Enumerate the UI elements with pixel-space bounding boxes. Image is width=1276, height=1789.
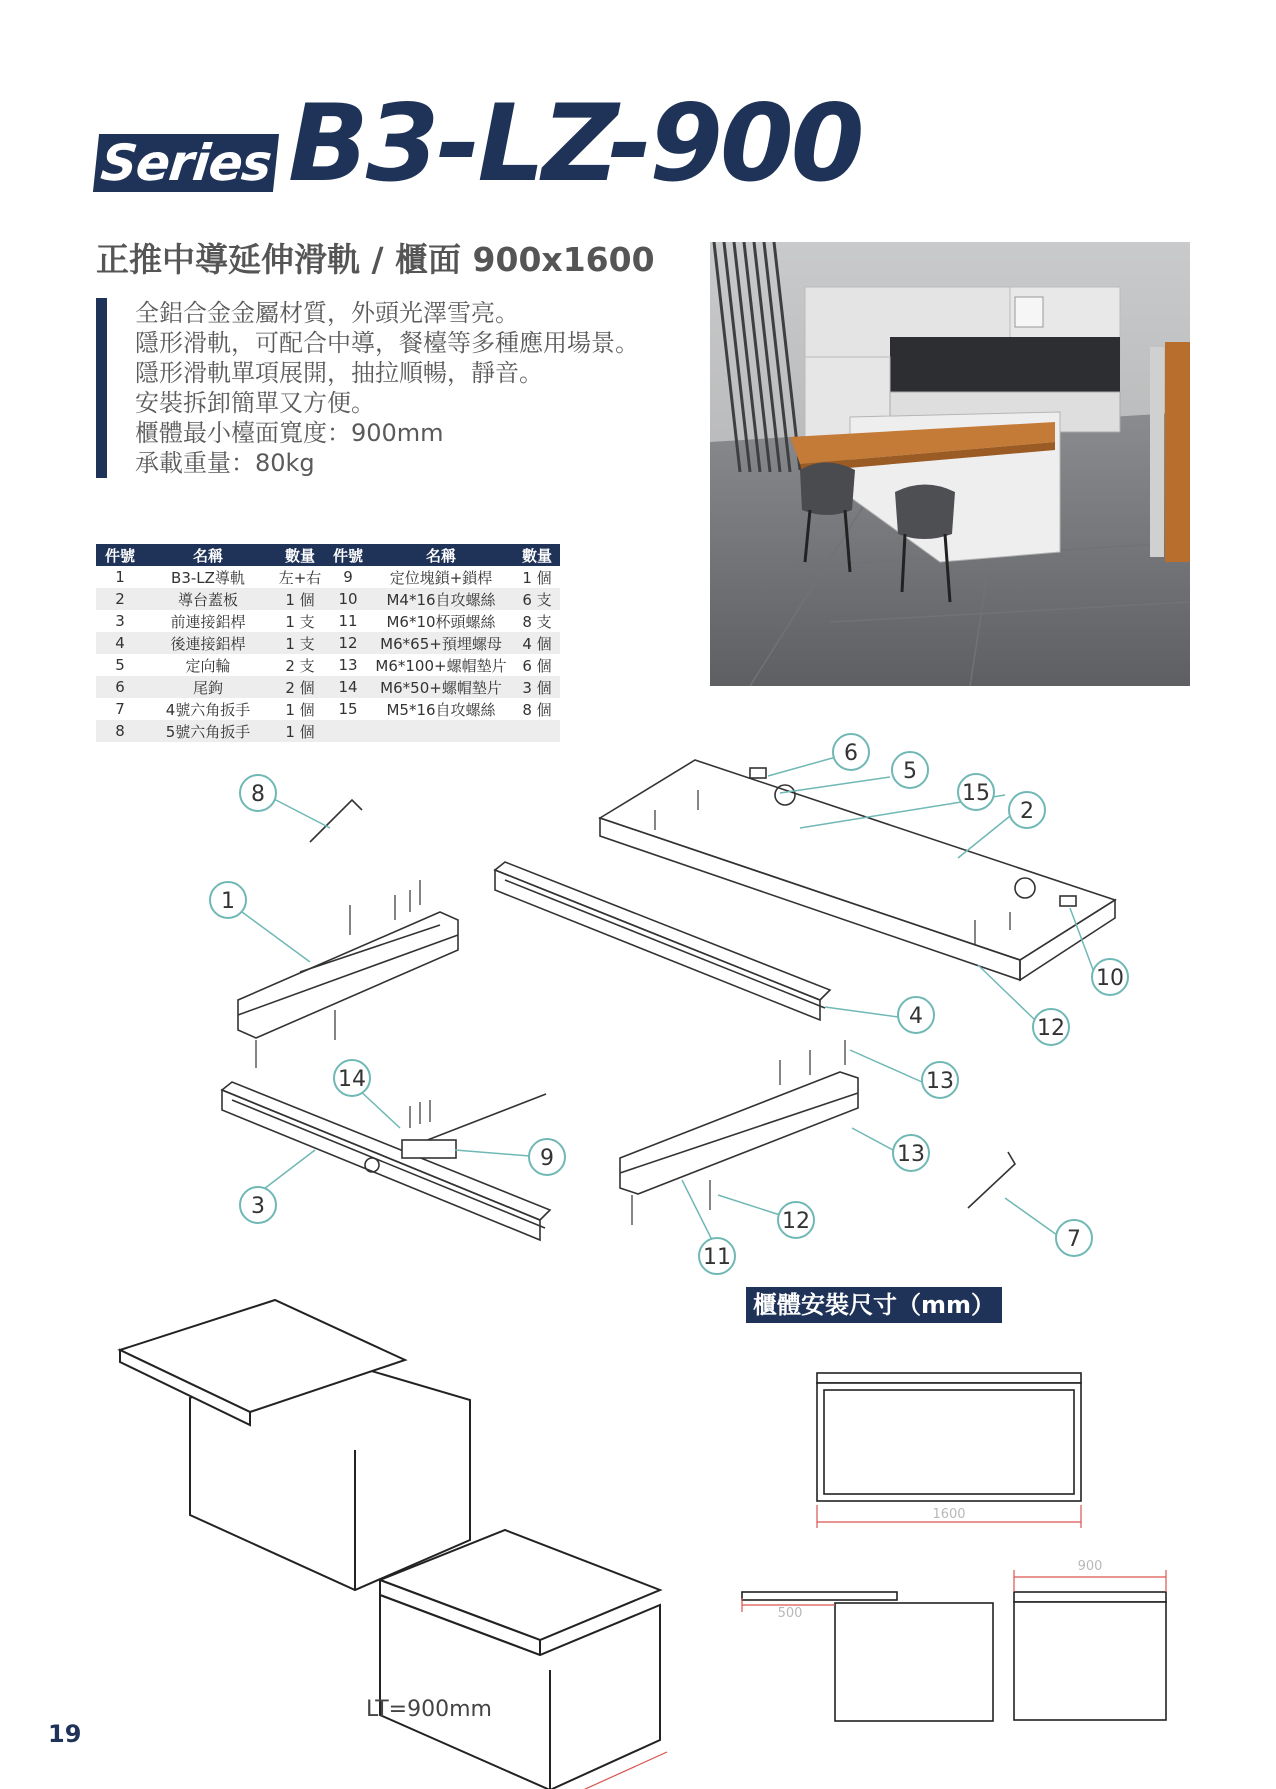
table-cell: 左+右 [278,568,322,587]
table-cell: 12 [328,632,368,654]
assembly-diagram [0,730,1276,1789]
feature-item: 隱形滑軌單項展開，抽拉順暢，靜音。 [135,359,543,387]
series-badge: Series [93,134,279,192]
table-row [96,676,560,698]
product-subtitle: 正推中導延伸滑軌 / 櫃面 900x1600 [96,240,655,279]
table-cell: M6*100+螺帽墊片 [375,656,507,675]
table-cell: 5 [115,656,125,674]
feature-list [96,298,639,478]
feature-item: 隱形滑軌，可配合中導，餐檯等多種應用場景。 [135,329,639,357]
svg-text:1: 1 [221,889,235,914]
table-cell: 後連接鋁桿 [144,632,272,654]
svg-text:12: 12 [1037,1016,1065,1041]
table-cell: 4 個 [514,632,560,654]
svg-text:15: 15 [962,781,990,806]
page-number: 19 [48,1720,82,1748]
lt-width-label: LT=900mm [366,1697,492,1722]
table-header-row [96,544,560,566]
table-cell: 前連接鋁桿 [170,612,246,631]
svg-text:2: 2 [1020,799,1034,824]
feature-item: 櫃體最小檯面寬度：900mm [135,419,444,447]
installation-dimensions-title: 櫃體安裝尺寸（mm） [746,1287,1002,1323]
svg-text:12: 12 [782,1209,810,1234]
callout-10 [1092,959,1128,995]
svg-text:6: 6 [844,741,858,766]
svg-text:14: 14 [338,1067,366,1092]
table-cell: 定位塊鎖+鎖桿 [389,568,493,587]
table-cell: 1 [115,568,125,586]
table-cell: 6 個 [522,656,552,675]
table-cell: 1 個 [272,720,328,742]
table-cell: 11 [338,612,358,630]
table-cell: 2 個 [272,676,328,698]
table-cell: 6 [96,676,144,698]
kitchen-render-image [710,242,1190,686]
column-header: 件號 [328,544,368,566]
table-row [96,654,560,676]
callout-15 [958,774,994,810]
table-cell: B3-LZ導軌 [171,568,245,587]
callout-9 [529,1139,565,1175]
table-row [96,632,560,654]
callout-3 [240,1187,276,1223]
table-row [96,698,560,720]
callout-1 [210,882,246,918]
feature-item: 全鋁合金金屬材質，外頭光澤雪亮。 [135,299,519,327]
front-view-drawings [742,1373,1166,1721]
table-cell: 3 [115,612,125,630]
callout-4 [898,997,934,1033]
table-cell: 2 [96,588,144,610]
table-cell: 8 個 [522,700,552,719]
callout-5 [892,752,928,788]
table-cell: 3 個 [514,676,560,698]
table-cell: 8 [96,720,144,742]
table-cell: 9 [343,568,353,586]
table-cell: 1 支 [272,632,328,654]
table-cell: M6*65+預埋螺母 [368,632,514,654]
table-cell: 定向輪 [185,656,231,675]
table-cell: M4*16自攻螺絲 [368,588,514,610]
table-cell: 尾鉤 [144,676,272,698]
table-cell: 13 [338,656,358,674]
table-row [96,566,560,588]
column-header: 數量 [514,544,560,566]
column-header: 數量 [272,544,328,566]
svg-text:13: 13 [926,1069,954,1094]
svg-text:9: 9 [540,1146,554,1171]
model-title: B3-LZ-900 [288,82,862,205]
table-cell: 1 個 [522,568,552,587]
table-cell: 導台蓋板 [144,588,272,610]
svg-text:5: 5 [903,759,917,784]
column-header: 件號 [96,544,144,566]
svg-text:10: 10 [1096,966,1124,991]
callout-8 [240,775,276,811]
callout-2 [1009,792,1045,828]
svg-text:8: 8 [251,782,265,807]
table-cell: 15 [338,700,358,718]
column-header: 名稱 [144,544,272,566]
table-cell: 4 [96,632,144,654]
table-cell: 2 支 [285,656,315,675]
svg-text:13: 13 [897,1142,925,1167]
table-cell: 6 支 [514,588,560,610]
dimension-1600-label: 1600 [932,1507,966,1522]
callout-14 [334,1060,370,1096]
table-cell: M6*50+螺帽墊片 [368,676,514,698]
callout-12b [778,1202,814,1238]
table-cell: 10 [328,588,368,610]
feature-item: 承載重量：80kg [135,449,315,477]
table-cell: 1 支 [285,612,315,631]
dimension-500-label: 500 [777,1606,803,1621]
callout-13a [922,1062,958,1098]
parts-table [96,544,560,742]
table-cell: 1 個 [285,700,315,719]
svg-text:4: 4 [909,1004,923,1029]
exploded-parts-drawing [222,760,1115,1240]
callout-7 [1056,1220,1092,1256]
table-cell: 7 [115,700,125,718]
table-cell: M6*10杯頭螺絲 [386,612,496,631]
table-cell: M5*16自攻螺絲 [386,700,496,719]
table-cell: 5號六角扳手 [144,720,272,742]
callout-12a [1033,1009,1069,1045]
callout-11 [699,1238,735,1274]
dimension-900-label: 900 [1077,1559,1103,1574]
callout-13b [893,1135,929,1171]
table-cell: 8 支 [522,612,552,631]
column-header: 名稱 [368,544,514,566]
svg-text:11: 11 [703,1245,731,1270]
svg-text:7: 7 [1067,1227,1081,1252]
table-cell: 1 個 [272,588,328,610]
table-row [96,610,560,632]
table-cell: 14 [328,676,368,698]
svg-text:3: 3 [251,1194,265,1219]
callout-6 [833,734,869,770]
table-row [96,588,560,610]
table-cell: 4號六角扳手 [165,700,251,719]
feature-item: 安裝拆卸簡單又方便。 [135,389,375,417]
